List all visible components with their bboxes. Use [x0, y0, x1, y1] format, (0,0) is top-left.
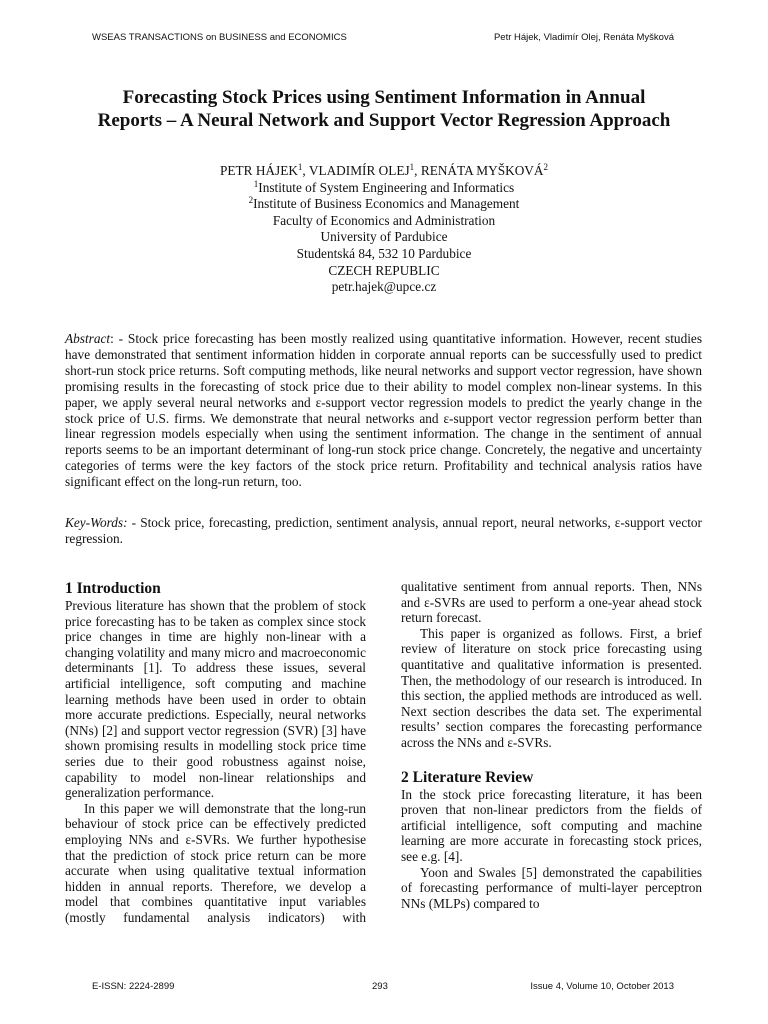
keywords-text: - Stock price, forecasting, prediction, sentiment analysis, annual report, neural networks, ε-support vector regression.: [65, 515, 702, 546]
university: University of Pardubice: [320, 229, 448, 245]
section-1-paragraph-1: Previous literature has shown that the problem of stock price forecasting has to be taken as complex since stock price changes in time are highly non-linear with a changing volatility and many micro and macroeconomic determinants [1]. To address these issues, several artificial intelligence, soft computing and machine learning methods have been used in order to obtain more accurate predictions. Especially, neural networks (NNs) [2] and support vector regression (SVR) [3] have shown promising results in modelling stock price time series due to their good robustness against noise, capability to model non-linear relationships and generalization performance.: [65, 598, 366, 801]
section-1-paragraph-3: This paper is organized as follows. First, a brief review of literature on stock price forecasting using quantitative and qualitative information is presented. Then, the methodology of our research is introduced. In this section, the applied methods are introduced as well. Next section describes the data set. The experimental results’ section compares the forecasting performance across the NNs and ε-SVRs.: [401, 625, 702, 750]
address: Studentská 84, 532 10 Pardubice: [296, 245, 472, 261]
section-1-paragraph-2: In this paper we will demonstrate that the long-run behaviour of stock price can be effectively predicted employing NNs and ε-SVRs. We further hypothesise that the prediction of stock price return can be more accurate when using qualitative textual information hidden in annual reports. Therefore, we develop a model that combines quantitative input variables (mostly fundamental analysis indicators) with: [65, 800, 366, 925]
abstract-text: : - Stock price forecasting has been mostly realized using quantitative information. However, recent studies have demonstrated that sentiment information hidden in corporate annual reports can be successfully used to predict short-run stock price returns. Soft computing methods, like neural networks and support vector regression, have shown promising results in the forecasting of stock price due to their ability to model complex non-linear systems. In this paper, we apply several neural networks and ε-support vector regression models to predict the yearly change in the stock price of U.S. firms. We demonstrate that neural networks and ε-support vector regression perform better than linear regression models especially when using the sentiment information. The change in the sentiment of annual reports seems to be an important determinant of long-run stock price change. Concretely, the negative and uncertainty categories of terms were the key factors of the stock price return. Profitability and technical analysis ratios have significant effect on the long-run return, too.: [65, 331, 702, 490]
footer-page-number: 293: [372, 981, 388, 992]
footer-issue: Issue 4, Volume 10, October 2013: [530, 981, 674, 992]
keywords: [65, 515, 702, 547]
title-line-2: Reports – A Neural Network and Support Vector Regression Approach: [97, 110, 671, 131]
right-column: [401, 579, 702, 911]
faculty: Faculty of Economics and Administration: [272, 212, 496, 228]
country: CZECH REPUBLIC: [328, 262, 440, 278]
section-1-paragraph-2-continued: qualitative sentiment from annual reports. Then, NNs and ε-SVRs are used to perform a one-year ahead stock return forecast.: [401, 579, 702, 626]
section-2-paragraph-1: In the stock price forecasting literature, it has been proven that non-linear predictors from the fields of artificial intelligence, soft computing and machine learning are more accurate in forecasting stock prices, see e.g. [4].: [401, 786, 702, 864]
section-1-heading: 1 Introduction: [65, 580, 161, 597]
section-2-paragraph-2: Yoon and Swales [5] demonstrated the capabilities of forecasting performance of multi-layer perceptron NNs (MLPs) compared to: [401, 864, 702, 911]
left-column: [65, 580, 366, 925]
keywords-label: Key-Words:: [65, 515, 128, 530]
affiliation-1: $^1$Institute of System Engineering and Informatics: [253, 178, 515, 195]
paper-title: [60, 86, 708, 132]
abstract: [65, 331, 702, 490]
abstract-label: Abstract: [65, 331, 111, 346]
affiliation-2: $^2$Institute of Business Economics and Management: [248, 195, 520, 212]
running-header-journal: WSEAS TRANSACTIONS on BUSINESS and ECONOMICS: [92, 32, 347, 43]
section-2-heading: 2 Literature Review: [401, 768, 534, 786]
author-names: PETR HÁJEK$^1$, VLADIMÍR OLEJ$^1$, RENÁTA MYŠKOVÁ$^2$: [219, 162, 549, 178]
running-header-authors: Petr Hájek, Vladimír Olej, Renáta Myšková: [493, 32, 674, 43]
author-block: [100, 163, 668, 296]
footer-issn: E-ISSN: 2224-2899: [92, 981, 175, 992]
email[interactable]: petr.hajek@upce.cz: [331, 279, 437, 295]
title-line-1: Forecasting Stock Prices using Sentiment Information in Annual: [122, 87, 646, 108]
